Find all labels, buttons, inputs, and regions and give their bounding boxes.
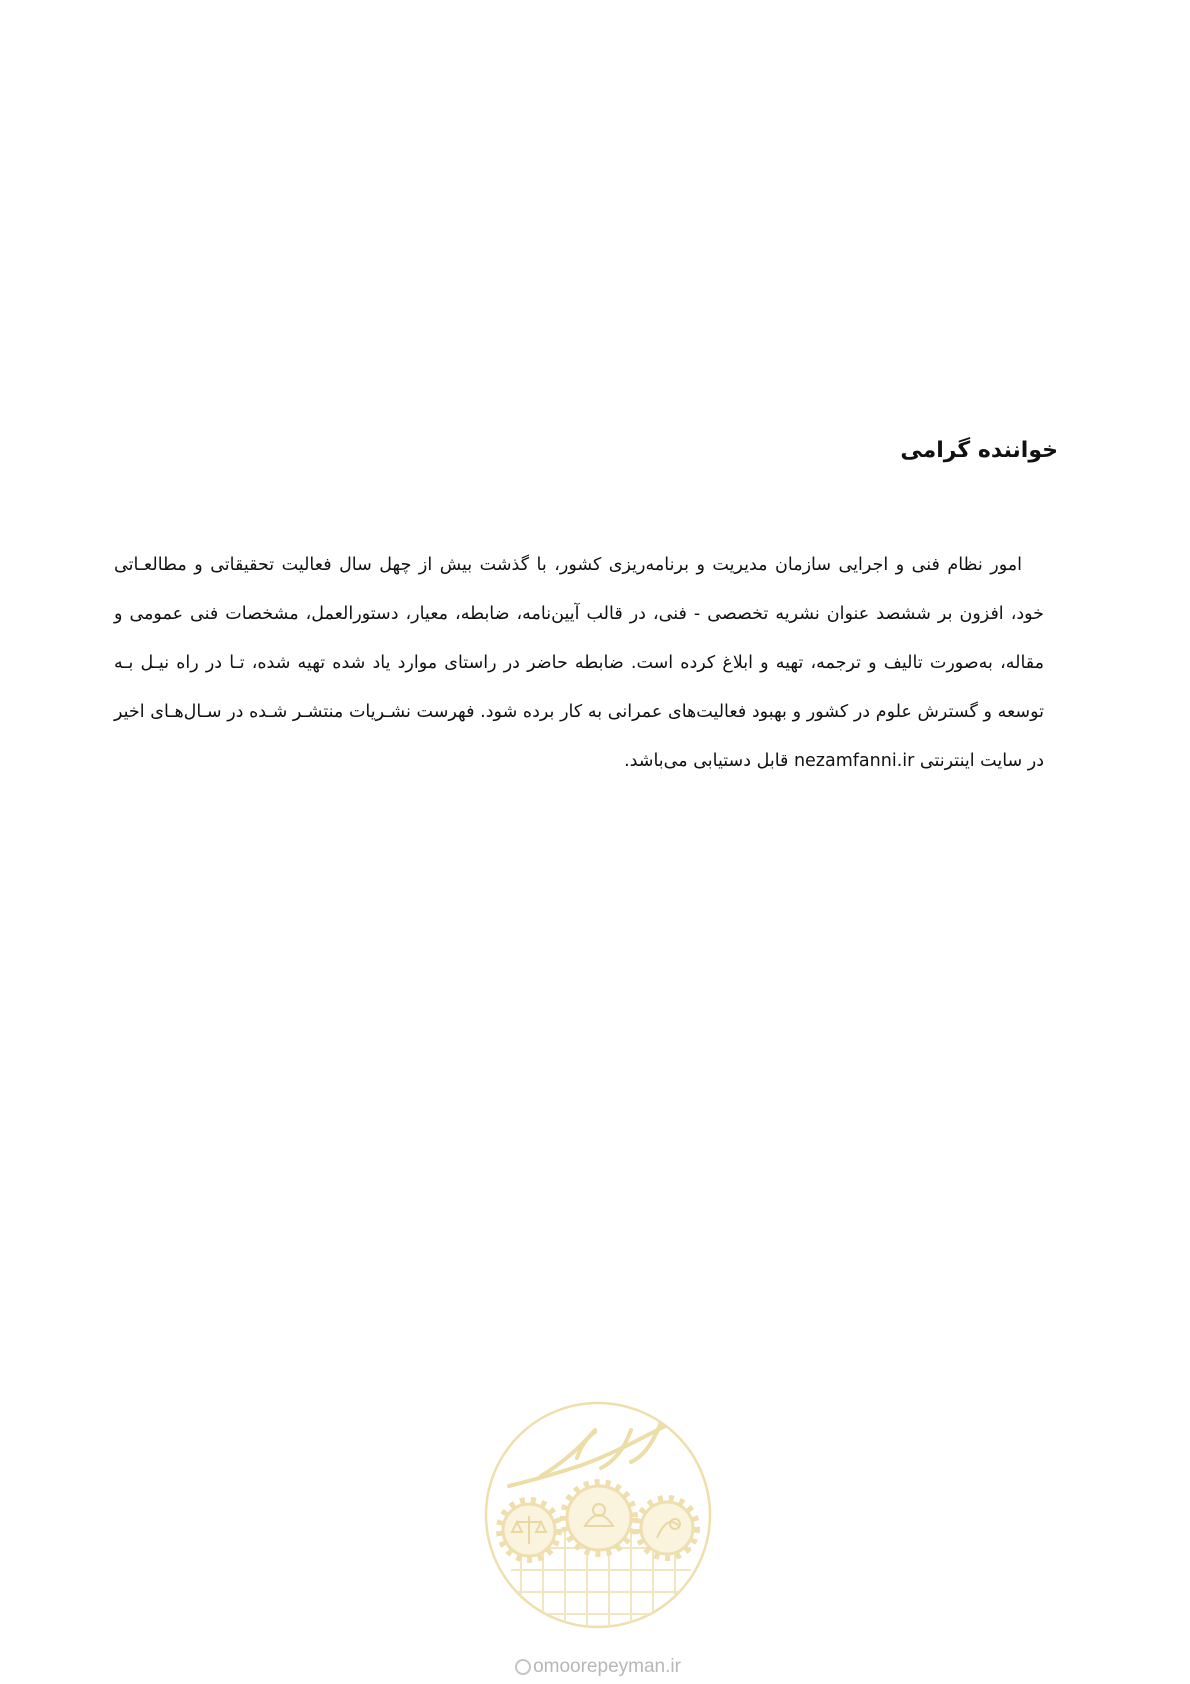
globe-icon bbox=[515, 1659, 531, 1675]
watermark-url bbox=[470, 1656, 726, 1678]
omoorepeyman-logo-watermark bbox=[481, 1398, 715, 1632]
watermark-url-text: omoorepeyman.ir bbox=[533, 1656, 681, 1677]
page-heading: خواننده گرامی bbox=[900, 438, 1058, 463]
intro-paragraph-text: امور نظام فنی و اجرایی سازمان مدیریت و برنامه‌ریزی کشور، با گذشت بیش از چهل سال فعالیت تحقیقاتی و مطالعـاتی خود، افزون بر ششصد عنوان نشریه تخصصی - فنی، در قالب آیین‌نامه، ضابطه، معیار، دستورالعمل، مشخصات فنی عمومی و مقاله، به‌صورت تالیف و ترجمه، تهیه و ابلاغ کرده است. ضابطه حاضر در راستای موارد یاد شده تهیه شده، تـا در راه نیـل بـه توسعه و گسترش علوم در کشور و بهبود فعالیت‌های عمرانی به کار برده شود. فهرست نشـریات منتشـر شـده در سـال‌هـای اخیر در سایت اینترنتی nezamfanni.ir قابل دستیابی می‌باشد. bbox=[114, 555, 1044, 771]
intro-paragraph bbox=[114, 541, 1044, 786]
